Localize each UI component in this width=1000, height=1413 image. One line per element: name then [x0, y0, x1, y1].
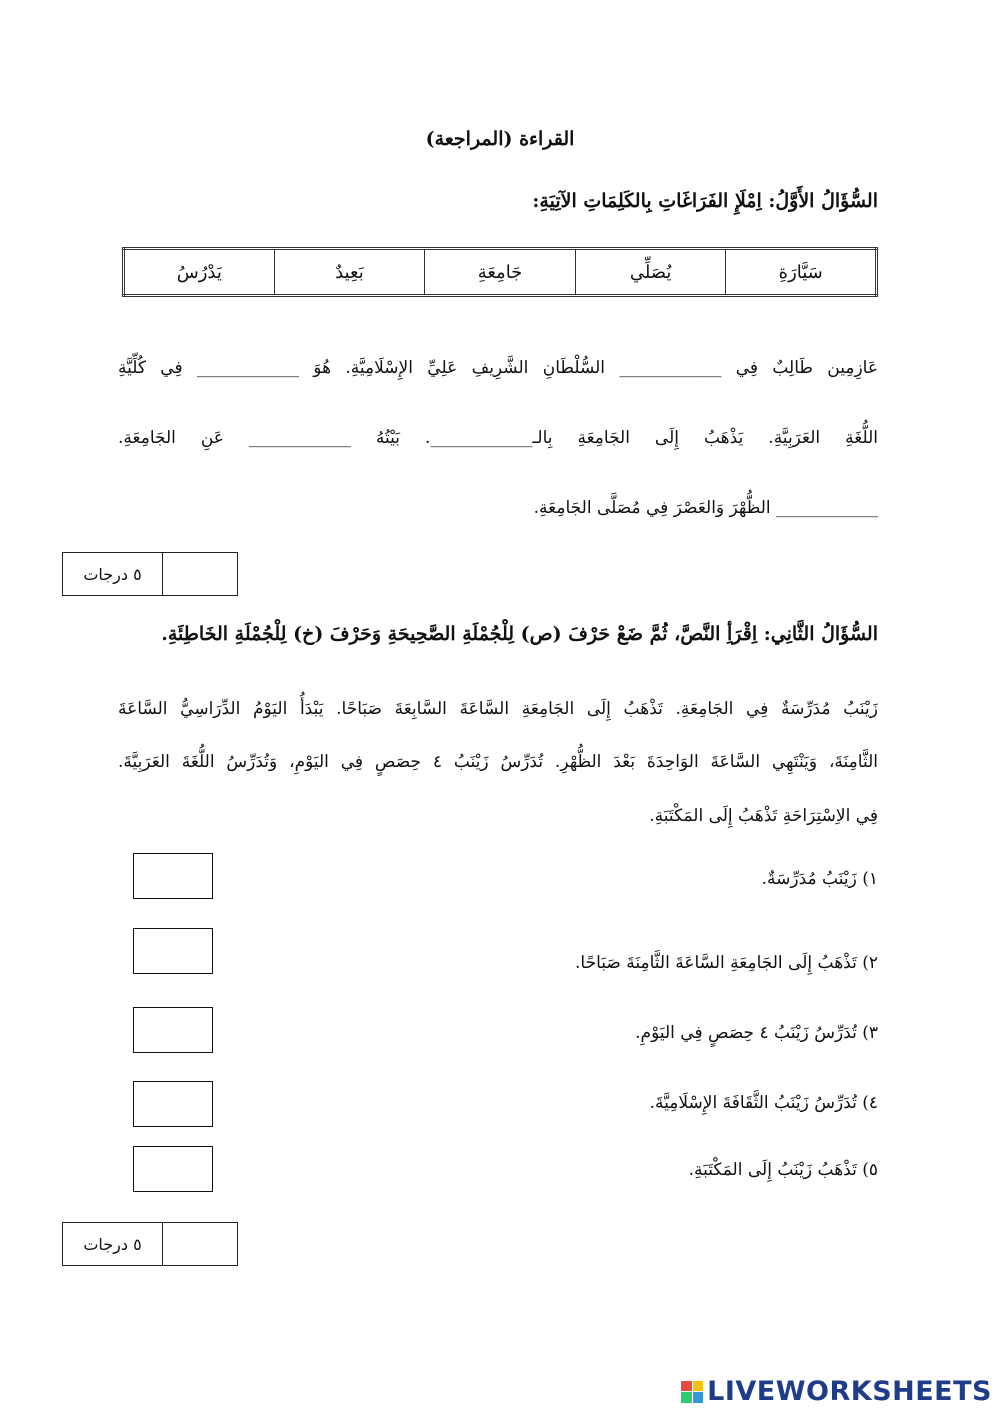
statement-1: ١) زَيْنَبُ مُدَرِّسَةٌ.: [761, 869, 878, 889]
passage-line: فِي الاِسْتِرَاحَةِ تَذْهَبُ إِلَى المَكْتَبَةِ.: [649, 806, 878, 826]
answer-box-3[interactable]: [133, 1007, 213, 1053]
word-bank-cell: سَيَّارَةِ: [726, 249, 877, 296]
word-bank-cell: يُصَلِّي: [575, 249, 726, 296]
word-bank-cell: يَدْرُسُ: [124, 249, 275, 296]
statement-4: ٤) تُدَرِّسُ زَيْنَبُ الثَّقَافَةَ الإِسْلَامِيَّةَ.: [649, 1093, 878, 1113]
word-bank-cell: بَعِيدٌ: [274, 249, 425, 296]
statement-3: ٣) تُدَرِّسُ زَيْنَبُ ٤ حِصَصٍ فِي اليَوْمِ.: [635, 1023, 878, 1043]
answer-box-2[interactable]: [133, 928, 213, 974]
page-title: القراءة (المراجعة): [425, 128, 575, 150]
score-box: [62, 1222, 238, 1266]
question1-heading: السُّؤَالُ الأَوَّلُ: اِمْلَإِ الفَرَاغَاتِ بِالكَلِمَاتِ الآتِيَةِ:: [532, 190, 878, 212]
score-label: ٥ درجات: [83, 1234, 142, 1254]
word-bank-cell: جَامِعَةِ: [425, 249, 576, 296]
statement-5: ٥) تَذْهَبُ زَيْنَبُ إِلَى المَكْتَبَةِ.: [688, 1160, 878, 1180]
passage-line: زَيْنَبُ مُدَرِّسَةٌ فِي الجَامِعَةِ. تَذْهَبُ إِلَى الجَامِعَةِ السَّاعَةَ السَّابِعَةَ صَبَاحًا. يَبْدَأُ اليَوْمُ الدِّرَاسِيُّ السَّاعَةَ: [118, 699, 878, 719]
fill-blank-line: ____________ الظُّهْرَ وَالعَصْرَ فِي مُصَلَّى الجَامِعَةِ.: [533, 498, 878, 518]
score-input[interactable]: [162, 553, 237, 595]
word-bank-table: [122, 247, 878, 297]
passage-line: الثَّامِنَةَ، وَيَنْتَهِي السَّاعَةَ الوَاحِدَةَ بَعْدَ الظُّهْرِ. تُدَرِّسُ زَيْنَبُ ٤ حِصَصٍ فِي اليَوْمِ، وَتُدَرِّسُ اللُّغَةَ العَرَبِيَّةَ.: [118, 752, 878, 772]
fill-blank-line: اللُّغَةِ العَرَبِيَّةِ. يَذْهَبُ إِلَى الجَامِعَةِ بِالـ____________. بَيْتُهُ ____________ عَنِ الجَامِعَةِ.: [118, 428, 878, 448]
answer-box-4[interactable]: [133, 1081, 213, 1127]
answer-box-5[interactable]: [133, 1146, 213, 1192]
liveworksheets-logo: [681, 1376, 992, 1407]
liveworksheets-logo-icon: [681, 1381, 703, 1403]
score-label: ٥ درجات: [83, 564, 142, 584]
statement-2: ٢) تَذْهَبُ إِلَى الجَامِعَةِ السَّاعَةَ الثَّامِنَةَ صَبَاحًا.: [575, 953, 878, 973]
question2-heading: السُّؤَالُ الثَّانِي: اِقْرَأِ النَّصَّ، ثُمَّ ضَعْ حَرْفَ (ص) لِلْجُمْلَةِ الصَّحِيحَةِ وَحَرْفَ (خ) لِلْجُمْلَةِ الخَاطِئَةِ.: [161, 623, 878, 645]
fill-blank-line: عَازِمِين طَالِبٌ فِي ____________ السُّلْطَانِ الشَّرِيفِ عَلِيِّ الإِسْلَامِيَّةِ. هُوَ ____________ فِي كُلِّيَّةِ: [118, 358, 878, 378]
word-bank-row: [124, 249, 877, 296]
answer-box-1[interactable]: [133, 853, 213, 899]
score-input[interactable]: [162, 1223, 237, 1265]
logo-text: LIVEWORKSHEETS: [707, 1376, 992, 1407]
score-box: [62, 552, 238, 596]
